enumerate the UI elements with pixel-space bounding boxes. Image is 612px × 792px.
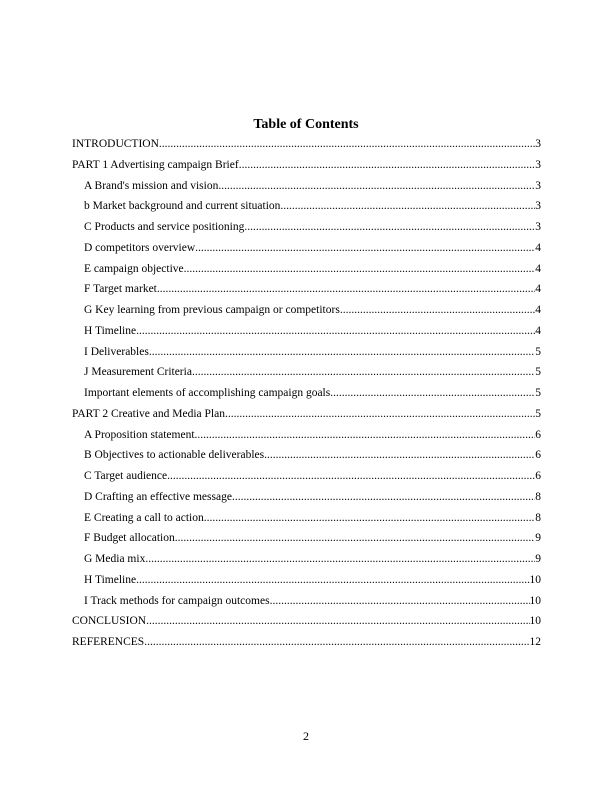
toc-entry-page: 10 bbox=[529, 594, 541, 607]
toc-entry-link[interactable]: INTRODUCTION bbox=[72, 138, 159, 150]
toc-entry-link[interactable]: I Deliverables bbox=[84, 345, 149, 358]
toc-entry-link[interactable]: E campaign objective bbox=[84, 262, 184, 275]
toc-entry[interactable] bbox=[72, 487, 541, 508]
toc-entry-page: 5 bbox=[535, 345, 541, 358]
toc-entry[interactable] bbox=[72, 259, 541, 280]
toc-entry-link[interactable]: PART 1 Advertising campaign Brief bbox=[72, 158, 239, 171]
toc-dot-leader bbox=[157, 279, 535, 300]
toc-dot-leader bbox=[330, 383, 535, 404]
toc-entry-page: 10 bbox=[529, 615, 541, 628]
toc-entry[interactable] bbox=[72, 549, 541, 570]
toc-entry-page: 8 bbox=[535, 511, 541, 524]
toc-entry[interactable] bbox=[72, 321, 541, 342]
toc-entry-page: 9 bbox=[535, 553, 541, 565]
toc-dot-leader bbox=[146, 611, 529, 632]
page-number: 2 bbox=[303, 729, 309, 743]
toc-title: Table of Contents bbox=[253, 117, 359, 132]
toc-entry[interactable] bbox=[72, 445, 541, 466]
toc-entry-link[interactable]: H Timeline bbox=[84, 324, 137, 337]
toc-entry-link[interactable]: D Crafting an effective message bbox=[84, 490, 232, 503]
toc-dot-leader bbox=[136, 570, 529, 591]
toc-entry-page: 8 bbox=[535, 490, 541, 503]
toc-entry[interactable] bbox=[72, 632, 541, 653]
toc-entry-page: 5 bbox=[535, 366, 541, 379]
toc-entry-page: 3 bbox=[535, 200, 541, 213]
toc-dot-leader bbox=[264, 445, 535, 466]
toc-dot-leader bbox=[195, 425, 536, 446]
toc-entry-link[interactable]: D competitors overview bbox=[84, 241, 196, 254]
toc-dot-leader bbox=[184, 259, 536, 280]
toc-entry-link[interactable]: J Measurement Criteria bbox=[84, 366, 192, 379]
toc-entry-link[interactable]: C Target audience bbox=[84, 470, 168, 482]
toc-dot-leader bbox=[159, 134, 535, 155]
toc-entry[interactable] bbox=[72, 300, 541, 321]
toc-entry[interactable] bbox=[72, 217, 541, 238]
toc-dot-leader bbox=[175, 528, 536, 549]
toc-dot-leader bbox=[270, 591, 530, 612]
toc-dot-leader bbox=[244, 217, 535, 238]
toc-entry[interactable] bbox=[72, 134, 541, 155]
toc-entry[interactable] bbox=[72, 466, 541, 487]
toc-entry-page: 3 bbox=[535, 158, 541, 171]
toc-dot-leader bbox=[340, 300, 535, 321]
toc-entry-link[interactable]: PART 2 Creative and Media Plan bbox=[72, 407, 225, 420]
toc-dot-leader bbox=[136, 321, 535, 342]
toc-entry-link[interactable]: E Creating a call to action bbox=[84, 511, 204, 524]
toc-entry-link[interactable]: A Proposition statement bbox=[84, 428, 195, 441]
toc-entry[interactable] bbox=[72, 238, 541, 259]
toc-entry-page: 4 bbox=[535, 262, 541, 275]
toc-entry-page: 4 bbox=[535, 283, 541, 296]
toc-entry-page: 4 bbox=[535, 241, 541, 254]
toc-dot-leader bbox=[192, 362, 535, 383]
toc-entry[interactable] bbox=[72, 362, 541, 383]
toc-entry-link[interactable]: b Market background and current situation bbox=[84, 200, 281, 213]
toc-entry[interactable] bbox=[72, 591, 541, 612]
toc-entry[interactable] bbox=[72, 425, 541, 446]
toc-entry[interactable] bbox=[72, 528, 541, 549]
toc-entry[interactable] bbox=[72, 342, 541, 363]
toc-entry-link[interactable]: CONCLUSION bbox=[72, 615, 147, 628]
toc-entry-page: 5 bbox=[535, 387, 541, 399]
toc-entry-link[interactable]: G Key learning from previous campaign or competitors bbox=[84, 304, 340, 316]
toc-entry-page: 6 bbox=[535, 470, 541, 482]
toc-dot-leader bbox=[149, 342, 535, 363]
toc-entry-link[interactable]: C Products and service positioning bbox=[84, 221, 245, 233]
toc-dot-leader bbox=[232, 487, 535, 508]
toc-dot-leader bbox=[218, 176, 535, 197]
toc-entry-page: 9 bbox=[535, 532, 541, 545]
toc-dot-leader bbox=[167, 466, 535, 487]
toc-dot-leader bbox=[225, 404, 535, 425]
toc-entry-page: 3 bbox=[535, 221, 541, 233]
toc-entry-page: 10 bbox=[529, 573, 541, 586]
toc-entry-page: 3 bbox=[535, 138, 541, 150]
toc-entry-link[interactable]: B Objectives to actionable deliverables bbox=[84, 449, 265, 462]
toc-entry-page: 12 bbox=[529, 636, 541, 648]
toc-entry-link[interactable]: F Budget allocation bbox=[84, 532, 175, 545]
toc-entry-link[interactable]: A Brand's mission and vision bbox=[84, 179, 219, 192]
toc-entry-page: 6 bbox=[535, 428, 541, 441]
toc-entry-link[interactable]: REFERENCES bbox=[72, 636, 145, 648]
toc-entry-page: 6 bbox=[535, 449, 541, 462]
toc-entry[interactable] bbox=[72, 155, 541, 176]
toc-dot-leader bbox=[280, 196, 535, 217]
toc-entry-page: 5 bbox=[535, 407, 541, 420]
toc-entry[interactable] bbox=[72, 508, 541, 529]
toc-dot-leader bbox=[144, 632, 529, 653]
toc-dot-leader bbox=[145, 549, 535, 570]
toc-entry-page: 4 bbox=[535, 324, 541, 337]
toc-entry-link[interactable]: Important elements of accomplishing campaign goals bbox=[84, 387, 331, 399]
toc-dot-leader bbox=[195, 238, 535, 259]
toc-entry-page: 3 bbox=[535, 179, 541, 192]
toc-entry-link[interactable]: F Target market bbox=[84, 283, 157, 296]
toc-entry-link[interactable]: G Media mix bbox=[84, 553, 146, 565]
toc-entry[interactable] bbox=[72, 611, 541, 632]
table-of-contents bbox=[72, 134, 541, 653]
toc-entry[interactable] bbox=[72, 176, 541, 197]
toc-entry[interactable] bbox=[72, 279, 541, 300]
toc-entry[interactable] bbox=[72, 383, 541, 404]
toc-entry-link[interactable]: I Track methods for campaign outcomes bbox=[84, 594, 270, 607]
toc-entry-link[interactable]: H Timeline bbox=[84, 573, 137, 586]
toc-entry-page: 4 bbox=[535, 304, 541, 316]
toc-dot-leader bbox=[239, 155, 536, 176]
toc-entry[interactable] bbox=[72, 404, 541, 425]
toc-entry[interactable] bbox=[72, 570, 541, 591]
toc-entry[interactable] bbox=[72, 196, 541, 217]
toc-dot-leader bbox=[204, 508, 536, 529]
